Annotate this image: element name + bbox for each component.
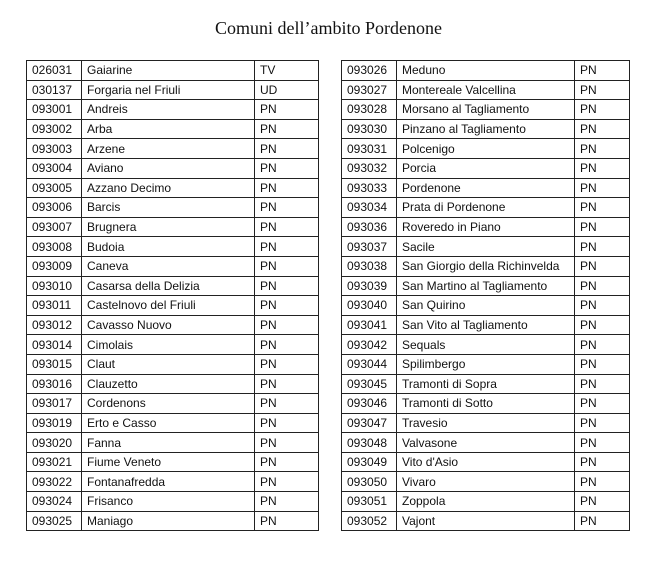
table-row bbox=[342, 256, 630, 276]
istat-code-cell: 093024 bbox=[27, 492, 82, 512]
table-row bbox=[342, 452, 630, 472]
comune-name-cell: Prata di Pordenone bbox=[397, 198, 575, 218]
comune-name-cell: Clauzetto bbox=[82, 374, 255, 394]
istat-code-cell: 093002 bbox=[27, 119, 82, 139]
province-cell: PN bbox=[255, 256, 319, 276]
comune-name-cell: Cavasso Nuovo bbox=[82, 315, 255, 335]
table-row bbox=[27, 433, 319, 453]
table-row bbox=[342, 335, 630, 355]
comune-name-cell: Maniago bbox=[82, 511, 255, 531]
comune-name-cell: Polcenigo bbox=[397, 139, 575, 159]
province-cell: PN bbox=[575, 433, 630, 453]
table-row bbox=[342, 492, 630, 512]
comuni-table-left bbox=[26, 60, 319, 531]
province-cell: PN bbox=[255, 217, 319, 237]
table-row bbox=[342, 237, 630, 257]
province-cell: PN bbox=[575, 80, 630, 100]
istat-code-cell: 093050 bbox=[342, 472, 397, 492]
province-cell: PN bbox=[255, 237, 319, 257]
istat-code-cell: 093037 bbox=[342, 237, 397, 257]
province-cell: PN bbox=[255, 276, 319, 296]
istat-code-cell: 093016 bbox=[27, 374, 82, 394]
comune-name-cell: Tramonti di Sopra bbox=[397, 374, 575, 394]
table-row bbox=[342, 394, 630, 414]
table-row bbox=[27, 354, 319, 374]
istat-code-cell: 093019 bbox=[27, 413, 82, 433]
province-cell: PN bbox=[575, 354, 630, 374]
istat-code-cell: 093017 bbox=[27, 394, 82, 414]
table-row bbox=[342, 472, 630, 492]
province-cell: PN bbox=[575, 158, 630, 178]
province-cell: PN bbox=[255, 413, 319, 433]
comune-name-cell: Porcia bbox=[397, 158, 575, 178]
istat-code-cell: 093008 bbox=[27, 237, 82, 257]
province-cell: PN bbox=[575, 61, 630, 81]
istat-code-cell: 093026 bbox=[342, 61, 397, 81]
province-cell: PN bbox=[255, 374, 319, 394]
comune-name-cell: Barcis bbox=[82, 198, 255, 218]
province-cell: PN bbox=[255, 296, 319, 316]
istat-code-cell: 093047 bbox=[342, 413, 397, 433]
province-cell: PN bbox=[575, 217, 630, 237]
istat-code-cell: 093030 bbox=[342, 119, 397, 139]
comuni-table-left-body bbox=[27, 61, 319, 531]
province-cell: PN bbox=[255, 198, 319, 218]
istat-code-cell: 093049 bbox=[342, 452, 397, 472]
province-cell: PN bbox=[575, 100, 630, 120]
province-cell: PN bbox=[575, 315, 630, 335]
istat-code-cell: 093025 bbox=[27, 511, 82, 531]
comune-name-cell: Cimolais bbox=[82, 335, 255, 355]
istat-code-cell: 093034 bbox=[342, 198, 397, 218]
istat-code-cell: 093003 bbox=[27, 139, 82, 159]
comune-name-cell: Vivaro bbox=[397, 472, 575, 492]
comune-name-cell: Claut bbox=[82, 354, 255, 374]
table-row bbox=[27, 158, 319, 178]
comune-name-cell: Meduno bbox=[397, 61, 575, 81]
table-row bbox=[27, 119, 319, 139]
province-cell: PN bbox=[575, 511, 630, 531]
table-row bbox=[27, 256, 319, 276]
province-cell: PN bbox=[255, 452, 319, 472]
istat-code-cell: 093001 bbox=[27, 100, 82, 120]
comune-name-cell: Fiume Veneto bbox=[82, 452, 255, 472]
comune-name-cell: Brugnera bbox=[82, 217, 255, 237]
istat-code-cell: 093021 bbox=[27, 452, 82, 472]
table-row bbox=[27, 452, 319, 472]
province-cell: PN bbox=[575, 335, 630, 355]
table-row bbox=[27, 374, 319, 394]
comune-name-cell: San Vito al Tagliamento bbox=[397, 315, 575, 335]
table-row bbox=[27, 198, 319, 218]
istat-code-cell: 093028 bbox=[342, 100, 397, 120]
province-cell: PN bbox=[575, 198, 630, 218]
istat-code-cell: 093045 bbox=[342, 374, 397, 394]
table-row bbox=[342, 354, 630, 374]
comune-name-cell: Sequals bbox=[397, 335, 575, 355]
comune-name-cell: Fontanafredda bbox=[82, 472, 255, 492]
table-row bbox=[342, 374, 630, 394]
table-row bbox=[27, 335, 319, 355]
istat-code-cell: 093038 bbox=[342, 256, 397, 276]
province-cell: PN bbox=[575, 237, 630, 257]
table-row bbox=[342, 315, 630, 335]
istat-code-cell: 093012 bbox=[27, 315, 82, 335]
istat-code-cell: 093039 bbox=[342, 276, 397, 296]
istat-code-cell: 093044 bbox=[342, 354, 397, 374]
istat-code-cell: 093014 bbox=[27, 335, 82, 355]
comune-name-cell: Vito d'Asio bbox=[397, 452, 575, 472]
table-row bbox=[342, 217, 630, 237]
istat-code-cell: 093051 bbox=[342, 492, 397, 512]
province-cell: PN bbox=[575, 452, 630, 472]
table-row bbox=[342, 296, 630, 316]
comune-name-cell: Forgaria nel Friuli bbox=[82, 80, 255, 100]
table-row bbox=[27, 178, 319, 198]
istat-code-cell: 093052 bbox=[342, 511, 397, 531]
comune-name-cell: San Quirino bbox=[397, 296, 575, 316]
table-row bbox=[27, 296, 319, 316]
comune-name-cell: San Martino al Tagliamento bbox=[397, 276, 575, 296]
comune-name-cell: Fanna bbox=[82, 433, 255, 453]
table-row bbox=[27, 276, 319, 296]
comune-name-cell: Zoppola bbox=[397, 492, 575, 512]
table-row bbox=[27, 413, 319, 433]
comune-name-cell: Erto e Casso bbox=[82, 413, 255, 433]
istat-code-cell: 093036 bbox=[342, 217, 397, 237]
istat-code-cell: 093020 bbox=[27, 433, 82, 453]
istat-code-cell: 093042 bbox=[342, 335, 397, 355]
comune-name-cell: Tramonti di Sotto bbox=[397, 394, 575, 414]
istat-code-cell: 093041 bbox=[342, 315, 397, 335]
istat-code-cell: 093011 bbox=[27, 296, 82, 316]
istat-code-cell: 093010 bbox=[27, 276, 82, 296]
comune-name-cell: Morsano al Tagliamento bbox=[397, 100, 575, 120]
province-cell: PN bbox=[575, 492, 630, 512]
comune-name-cell: Pordenone bbox=[397, 178, 575, 198]
comune-name-cell: Casarsa della Delizia bbox=[82, 276, 255, 296]
comuni-table-right bbox=[341, 60, 630, 531]
comune-name-cell: Aviano bbox=[82, 158, 255, 178]
istat-code-cell: 093006 bbox=[27, 198, 82, 218]
table-row bbox=[342, 276, 630, 296]
istat-code-cell: 093031 bbox=[342, 139, 397, 159]
comune-name-cell: Azzano Decimo bbox=[82, 178, 255, 198]
table-row bbox=[342, 139, 630, 159]
table-row bbox=[342, 433, 630, 453]
province-cell: PN bbox=[255, 139, 319, 159]
province-cell: PN bbox=[255, 433, 319, 453]
istat-code-cell: 093046 bbox=[342, 394, 397, 414]
province-cell: PN bbox=[255, 100, 319, 120]
istat-code-cell: 093032 bbox=[342, 158, 397, 178]
istat-code-cell: 093048 bbox=[342, 433, 397, 453]
istat-code-cell: 093004 bbox=[27, 158, 82, 178]
istat-code-cell: 093015 bbox=[27, 354, 82, 374]
document-title: Comuni dell’ambito Pordenone bbox=[215, 18, 442, 38]
comune-name-cell: Travesio bbox=[397, 413, 575, 433]
comune-name-cell: Gaiarine bbox=[82, 61, 255, 81]
table-row bbox=[342, 119, 630, 139]
comune-name-cell: Sacile bbox=[397, 237, 575, 257]
comune-name-cell: Spilimbergo bbox=[397, 354, 575, 374]
comune-name-cell: Valvasone bbox=[397, 433, 575, 453]
comune-name-cell: Caneva bbox=[82, 256, 255, 276]
table-row bbox=[27, 511, 319, 531]
comuni-table-right-body bbox=[342, 61, 630, 531]
comune-name-cell: Arba bbox=[82, 119, 255, 139]
table-row bbox=[27, 315, 319, 335]
table-row bbox=[342, 178, 630, 198]
province-cell: PN bbox=[575, 374, 630, 394]
istat-code-cell: 093027 bbox=[342, 80, 397, 100]
comune-name-cell: Arzene bbox=[82, 139, 255, 159]
istat-code-cell: 093009 bbox=[27, 256, 82, 276]
province-cell: PN bbox=[255, 315, 319, 335]
istat-code-cell: 093005 bbox=[27, 178, 82, 198]
table-row bbox=[27, 80, 319, 100]
province-cell: PN bbox=[575, 472, 630, 492]
table-row bbox=[342, 413, 630, 433]
province-cell: PN bbox=[575, 394, 630, 414]
comune-name-cell: Roveredo in Piano bbox=[397, 217, 575, 237]
table-row bbox=[27, 217, 319, 237]
istat-code-cell: 093033 bbox=[342, 178, 397, 198]
table-row bbox=[27, 100, 319, 120]
table-row bbox=[27, 61, 319, 81]
province-cell: PN bbox=[255, 178, 319, 198]
comune-name-cell: Vajont bbox=[397, 511, 575, 531]
istat-code-cell: 030137 bbox=[27, 80, 82, 100]
table-row bbox=[342, 80, 630, 100]
table-row bbox=[27, 237, 319, 257]
province-cell: PN bbox=[255, 158, 319, 178]
province-cell: PN bbox=[255, 119, 319, 139]
comune-name-cell: Pinzano al Tagliamento bbox=[397, 119, 575, 139]
province-cell: PN bbox=[575, 296, 630, 316]
istat-code-cell: 093007 bbox=[27, 217, 82, 237]
province-cell: PN bbox=[255, 472, 319, 492]
province-cell: PN bbox=[255, 511, 319, 531]
province-cell: PN bbox=[255, 492, 319, 512]
province-cell: PN bbox=[575, 413, 630, 433]
province-cell: PN bbox=[575, 139, 630, 159]
province-cell: PN bbox=[575, 119, 630, 139]
comune-name-cell: San Giorgio della Richinvelda bbox=[397, 256, 575, 276]
table-row bbox=[342, 158, 630, 178]
istat-code-cell: 093022 bbox=[27, 472, 82, 492]
comune-name-cell: Castelnovo del Friuli bbox=[82, 296, 255, 316]
province-cell: TV bbox=[255, 61, 319, 81]
comune-name-cell: Andreis bbox=[82, 100, 255, 120]
istat-code-cell: 093040 bbox=[342, 296, 397, 316]
table-row bbox=[342, 61, 630, 81]
table-row bbox=[27, 492, 319, 512]
province-cell: UD bbox=[255, 80, 319, 100]
table-row bbox=[27, 394, 319, 414]
comune-name-cell: Cordenons bbox=[82, 394, 255, 414]
province-cell: PN bbox=[255, 354, 319, 374]
table-row bbox=[27, 139, 319, 159]
province-cell: PN bbox=[255, 394, 319, 414]
table-row bbox=[342, 198, 630, 218]
comune-name-cell: Montereale Valcellina bbox=[397, 80, 575, 100]
comune-name-cell: Frisanco bbox=[82, 492, 255, 512]
comune-name-cell: Budoia bbox=[82, 237, 255, 257]
province-cell: PN bbox=[575, 256, 630, 276]
table-row bbox=[27, 472, 319, 492]
province-cell: PN bbox=[255, 335, 319, 355]
istat-code-cell: 026031 bbox=[27, 61, 82, 81]
province-cell: PN bbox=[575, 276, 630, 296]
province-cell: PN bbox=[575, 178, 630, 198]
table-row bbox=[342, 511, 630, 531]
table-row bbox=[342, 100, 630, 120]
